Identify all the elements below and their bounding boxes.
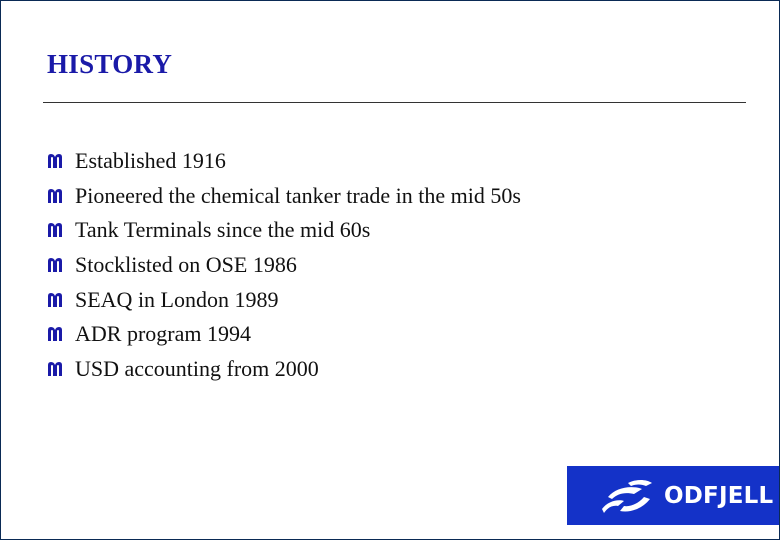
odfjell-logo: [567, 466, 779, 525]
bullet-text: Established 1916: [75, 148, 226, 174]
bullet-text: SEAQ in London 1989: [75, 286, 279, 312]
m-shaped-bullet-icon: [47, 257, 63, 273]
m-shaped-bullet-icon: [47, 326, 63, 342]
bullet-item: [47, 317, 521, 352]
m-shaped-bullet-icon: [47, 153, 63, 169]
bullet-text: Tank Terminals since the mid 60s: [75, 217, 371, 243]
m-shaped-bullet-icon: [47, 222, 63, 238]
bullet-text: Pioneered the chemical tanker trade in the mid 50s: [75, 182, 521, 208]
m-shaped-bullet-icon: [47, 361, 63, 377]
slide-title: HISTORY: [47, 49, 173, 79]
bullet-item: [47, 179, 521, 214]
title-divider: [43, 102, 746, 103]
m-shaped-bullet-icon: [47, 292, 63, 308]
m-shaped-bullet-icon: [47, 188, 63, 204]
bullet-item: [47, 213, 521, 248]
bullet-item: [47, 144, 521, 179]
bullet-text: USD accounting from 2000: [75, 355, 319, 381]
bullet-list: [47, 144, 521, 386]
bullet-text: ADR program 1994: [75, 321, 251, 347]
logo-text: ODFJELL: [664, 482, 774, 509]
bullet-text: Stocklisted on OSE 1986: [75, 252, 297, 278]
bullet-item: [47, 282, 521, 317]
bullet-item: [47, 248, 521, 283]
odfjell-swirl-logo-icon: [598, 475, 654, 517]
bullet-item: [47, 352, 521, 387]
